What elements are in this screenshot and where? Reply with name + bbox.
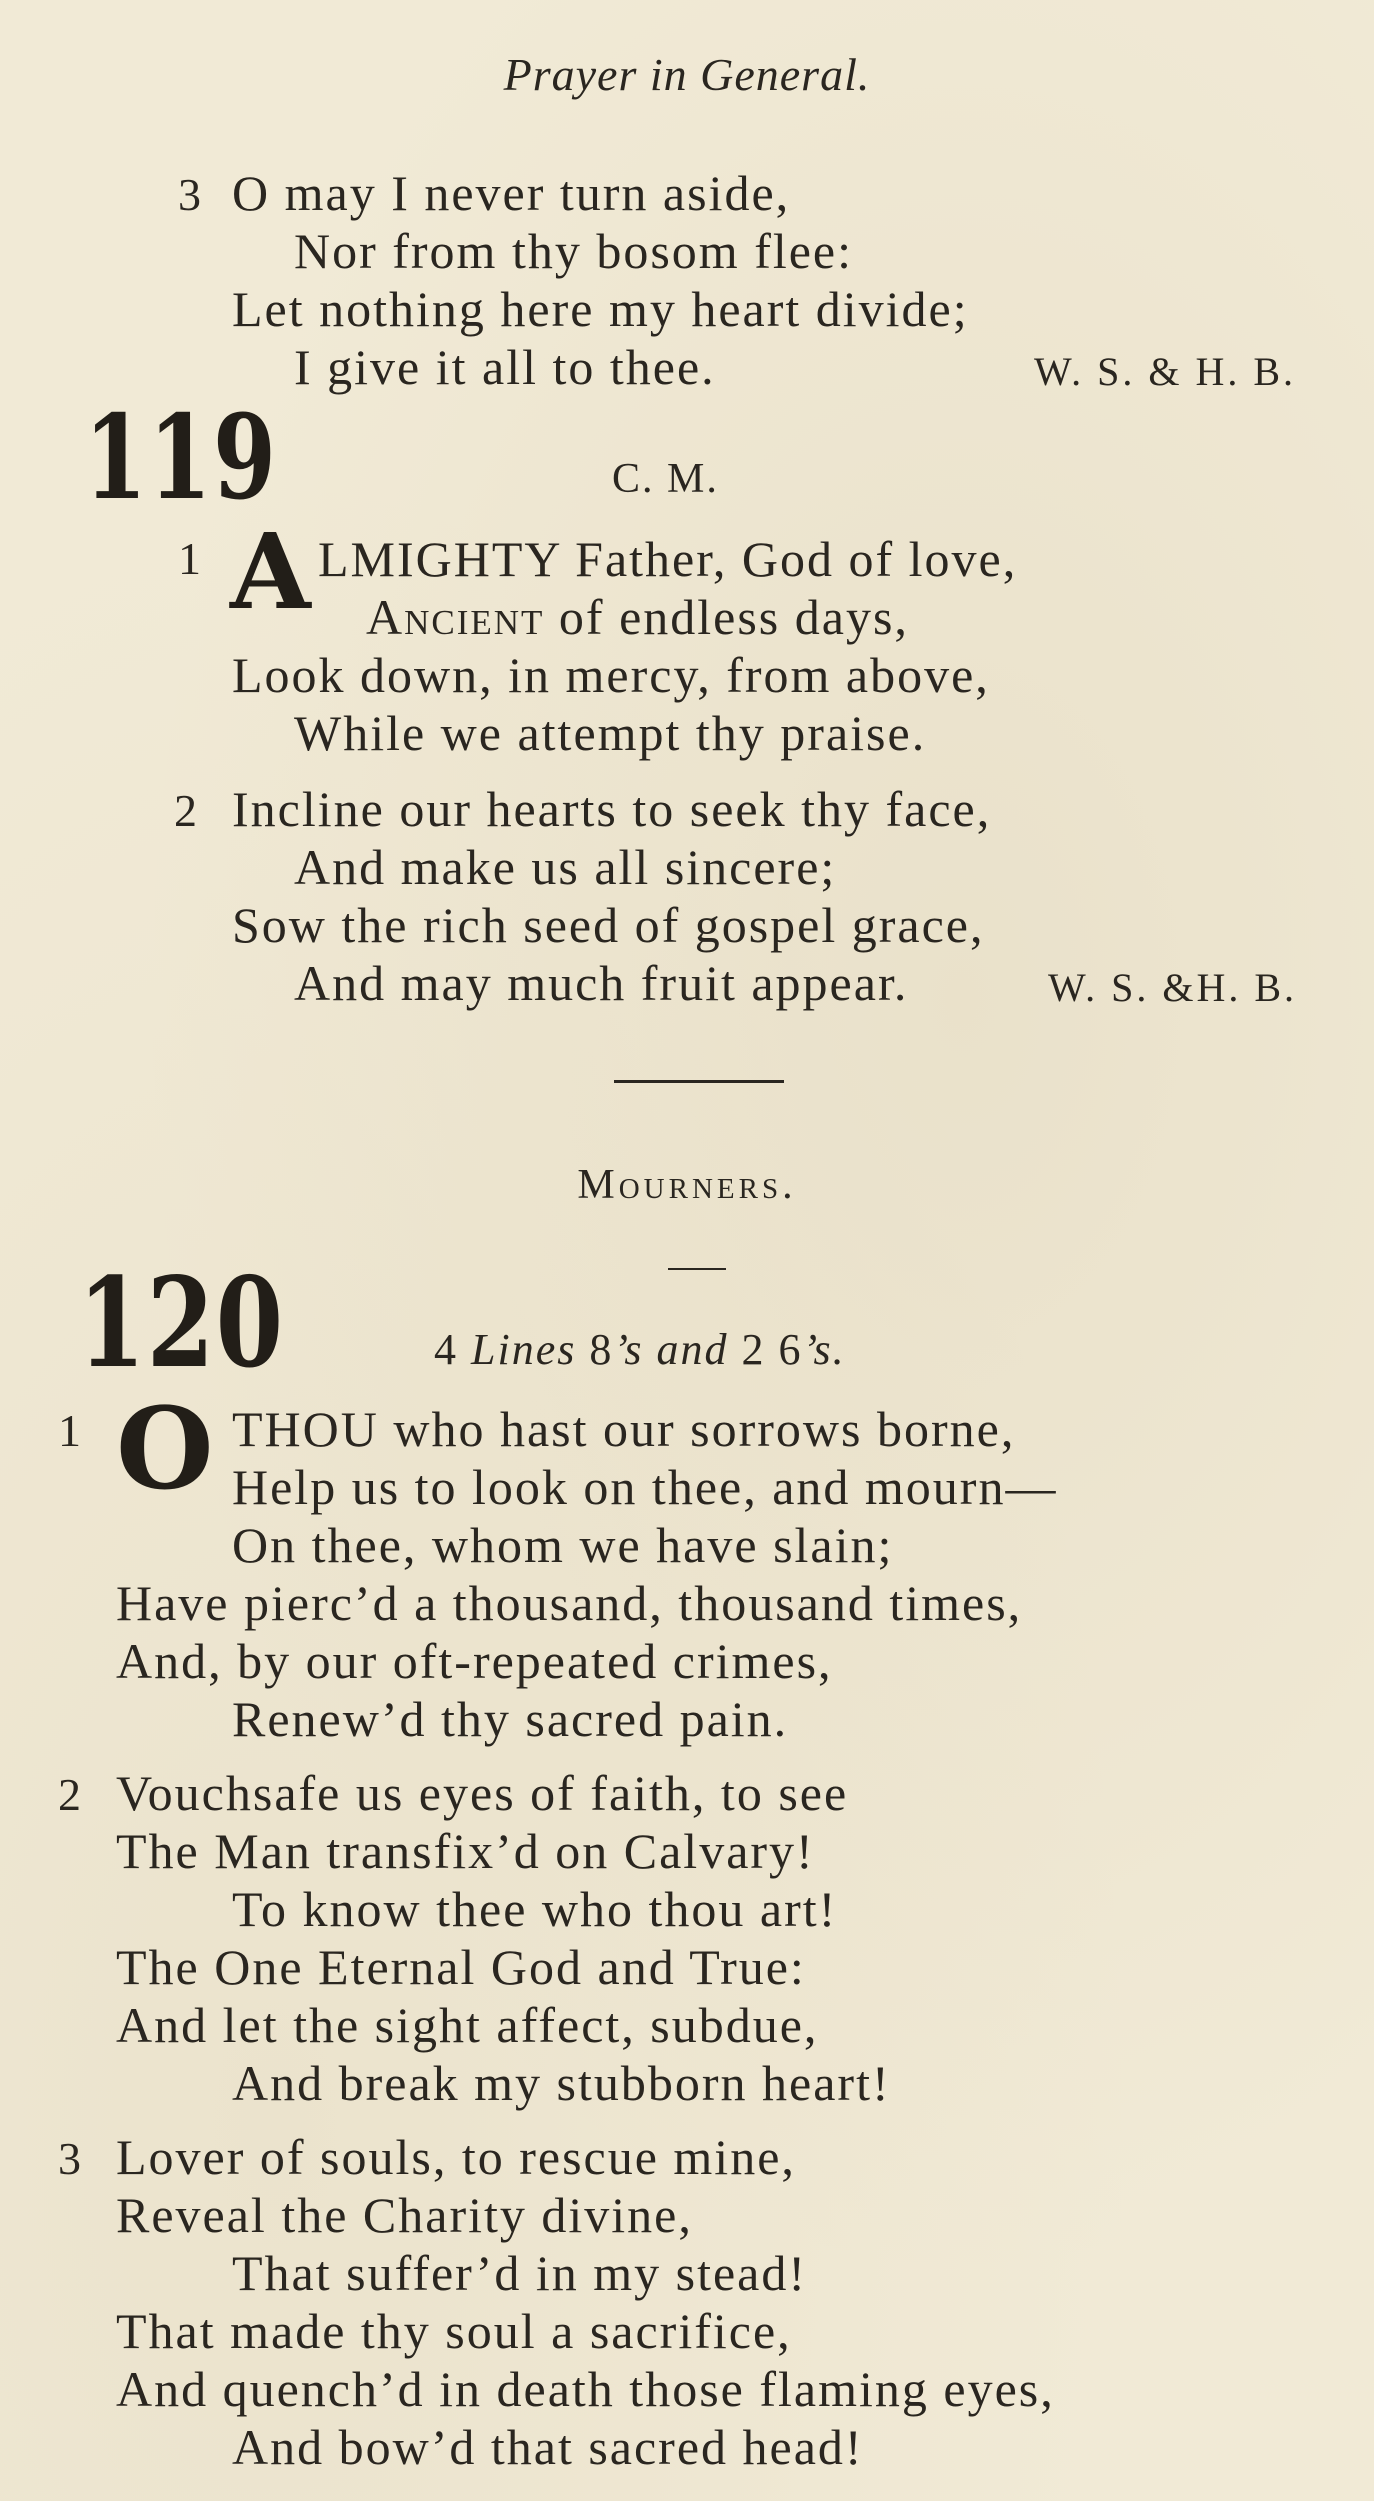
hymn-number: 119 xyxy=(84,390,278,526)
verse-line: While we attempt thy praise. xyxy=(294,705,927,761)
verse-number: 1 xyxy=(58,1405,81,1456)
meter-word: Lines xyxy=(471,1325,577,1374)
verse-line: And break my stubborn heart! xyxy=(232,2055,891,2111)
verse-line: LMIGHTY Father, God of love, xyxy=(318,531,1018,587)
verse-line: And quench’d in death those flaming eyes, xyxy=(116,2361,1055,2417)
verse-line: That made thy soul a sacrifice, xyxy=(116,2303,792,2359)
verse-line: Look down, in mercy, from above, xyxy=(232,647,990,703)
verse-line: I give it all to thee. xyxy=(294,339,716,395)
meter-number: 4 xyxy=(434,1325,458,1374)
hymn-number: 120 xyxy=(78,1251,285,1396)
verse-line: Reveal the Charity divine, xyxy=(116,2187,693,2243)
verse-number: 2 xyxy=(58,1769,81,1820)
verse-number: 2 xyxy=(174,785,197,836)
author-attribution: W. S. & H. B. xyxy=(1034,349,1297,394)
drop-cap: A xyxy=(230,510,311,633)
verse-line: The Man transfix’d on Calvary! xyxy=(116,1823,815,1879)
verse-line: And make us all sincere; xyxy=(294,839,837,895)
verse-line: Sow the rich seed of gospel grace, xyxy=(232,897,985,953)
author-attribution: W. S. &H. B. xyxy=(1048,965,1298,1010)
verse-number: 3 xyxy=(178,169,201,220)
verse-line: Lover of souls, to rescue mine, xyxy=(116,2129,796,2185)
drop-cap: O xyxy=(116,1384,214,1515)
verse-line xyxy=(366,589,909,645)
verse-line: To know thee who thou art! xyxy=(232,1881,838,1937)
verse-line: Nor from thy bosom flee: xyxy=(294,223,854,279)
verse-line: Renew’d thy sacred pain. xyxy=(232,1691,789,1747)
verse-line: O may I never turn aside, xyxy=(232,165,791,221)
verse-line: And may much fruit appear. xyxy=(294,955,909,1011)
verse-line: Vouchsafe us eyes of faith, to see xyxy=(116,1765,849,1821)
meter-number: 2 xyxy=(741,1325,766,1374)
verse-line: And bow’d that sacred head! xyxy=(232,2419,864,2475)
smallcaps-word: Ancient xyxy=(366,589,545,645)
verse-line: The One Eternal God and True: xyxy=(116,1939,806,1995)
verse-line: That suffer’d in my stead! xyxy=(232,2245,807,2301)
verse-line-rest: of endless days, xyxy=(558,589,909,645)
section-divider xyxy=(614,1080,784,1083)
verse-line: And, by our oft-repeated crimes, xyxy=(116,1633,833,1689)
verse-line: And let the sight affect, subdue, xyxy=(116,1997,819,2053)
meter-label xyxy=(434,1325,846,1374)
meter-number: 6 xyxy=(778,1325,803,1374)
meter-label: C. M. xyxy=(612,456,719,502)
verse-number: 1 xyxy=(178,533,201,584)
verse-line: Incline our hearts to seek thy face, xyxy=(232,781,992,837)
verse-line: THOU who hast our sorrows borne, xyxy=(232,1401,1016,1457)
small-rule xyxy=(668,1268,726,1270)
section-title: Mourners. xyxy=(577,1162,797,1208)
meter-word: ’s. xyxy=(802,1325,846,1374)
verse-line: Have pierc’d a thousand, thousand times, xyxy=(116,1575,1023,1631)
meter-word: ’s and xyxy=(613,1325,729,1374)
verse-line: Help us to look on thee, and mourn— xyxy=(232,1459,1058,1515)
verse-line: On thee, whom we have slain; xyxy=(232,1517,894,1573)
meter-number: 8 xyxy=(589,1325,614,1374)
running-head: Prayer in General. xyxy=(503,49,871,100)
verse-line: Let nothing here my heart divide; xyxy=(232,281,969,337)
verse-number: 3 xyxy=(58,2133,81,2184)
